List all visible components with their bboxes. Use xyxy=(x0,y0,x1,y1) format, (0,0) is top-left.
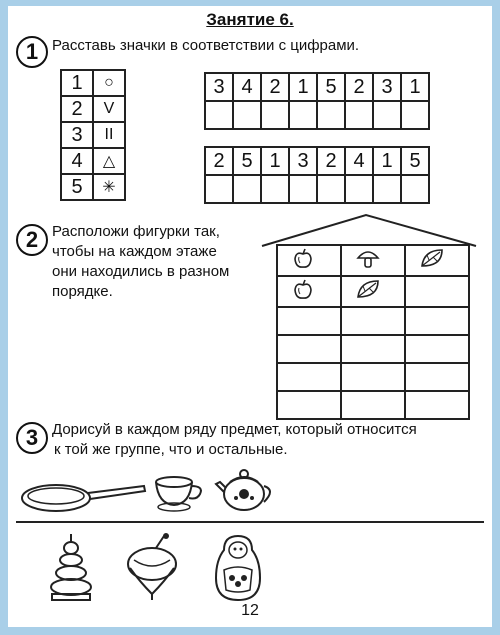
house-cell-empty[interactable] xyxy=(277,307,341,335)
task2-text xyxy=(52,222,229,302)
legend-row xyxy=(61,96,125,122)
task2-line: порядке. xyxy=(52,283,113,300)
house-cell-empty[interactable] xyxy=(341,391,405,419)
grid-answer-row xyxy=(205,101,429,129)
task1-text: Расставь значки в соответствии с цифрами. xyxy=(52,37,360,54)
task2-line: Расположи фигурки так, xyxy=(52,223,220,240)
grid-digit-cell: 1 xyxy=(401,73,429,101)
grid-digit-cell: 5 xyxy=(233,147,261,175)
check-v-icon: V xyxy=(93,96,125,122)
legend-digit: 4 xyxy=(61,148,93,174)
legend-digit: 3 xyxy=(61,122,93,148)
matryoshka-icon xyxy=(210,534,266,604)
grid-answer-cell[interactable] xyxy=(401,101,429,129)
row-divider xyxy=(16,521,484,523)
task-number-1: 1 xyxy=(16,36,48,68)
grid-answer-cell[interactable] xyxy=(233,175,261,203)
grid-answer-cell[interactable] xyxy=(401,175,429,203)
task2-line: они находились в разном xyxy=(52,263,230,280)
circle-icon: ○ xyxy=(93,70,125,96)
grid-answer-cell[interactable] xyxy=(205,175,233,203)
teacup-icon xyxy=(152,474,210,514)
house-cell-empty[interactable] xyxy=(341,307,405,335)
house-floor xyxy=(277,307,469,335)
grid-digit-cell: 5 xyxy=(401,147,429,175)
star-cross-icon: ✳ xyxy=(93,174,125,200)
task-number-3: 3 xyxy=(16,422,48,454)
house-floor xyxy=(277,363,469,391)
house-cell-empty[interactable] xyxy=(405,307,469,335)
grid-digit-cell: 1 xyxy=(373,147,401,175)
double-bar-icon: II xyxy=(93,122,125,148)
apple-icon xyxy=(278,257,314,274)
grid-digit-cell: 1 xyxy=(289,73,317,101)
house-cell-apple-icon xyxy=(277,245,341,276)
legend-row xyxy=(61,122,125,148)
grid-answer-cell[interactable] xyxy=(233,101,261,129)
teapot-icon xyxy=(214,464,278,518)
house-floor xyxy=(277,276,469,307)
answer-grid-1 xyxy=(204,72,430,130)
grid-answer-row xyxy=(205,175,429,203)
triangle-icon: △ xyxy=(93,148,125,174)
grid-answer-cell[interactable] xyxy=(261,101,289,129)
legend-row xyxy=(61,70,125,96)
grid-answer-cell[interactable] xyxy=(289,101,317,129)
house-cell-empty[interactable] xyxy=(405,391,469,419)
page-number: 12 xyxy=(241,602,259,619)
grid-digit-cell: 2 xyxy=(345,73,373,101)
grid-digit-cell: 2 xyxy=(261,73,289,101)
grid-answer-cell[interactable] xyxy=(317,175,345,203)
spinning-top-icon xyxy=(120,532,190,602)
grid-digit-cell: 2 xyxy=(317,147,345,175)
answer-grid-2 xyxy=(204,146,430,204)
grid-answer-cell[interactable] xyxy=(373,175,401,203)
task3-text xyxy=(52,420,417,460)
house-cell-empty[interactable] xyxy=(341,363,405,391)
grid-digit-cell: 4 xyxy=(345,147,373,175)
house-floor xyxy=(277,391,469,419)
legend-row xyxy=(61,148,125,174)
grid-digit-cell: 2 xyxy=(205,147,233,175)
worksheet-page xyxy=(8,6,492,627)
legend-row xyxy=(61,174,125,200)
grid-answer-cell[interactable] xyxy=(317,101,345,129)
grid-answer-cell[interactable] xyxy=(261,175,289,203)
leaf-icon xyxy=(342,288,382,305)
mushroom-icon xyxy=(342,257,380,274)
house-cell-mushroom-icon xyxy=(341,245,405,276)
task3-line: к той же группе, что и остальные. xyxy=(54,441,288,458)
house-cell-empty[interactable] xyxy=(277,335,341,363)
house-cell-empty[interactable] xyxy=(405,276,469,307)
apple-icon xyxy=(278,288,314,305)
house-cell-empty[interactable] xyxy=(341,335,405,363)
symbol-legend xyxy=(60,69,126,201)
grid-digit-cell: 3 xyxy=(205,73,233,101)
grid-answer-cell[interactable] xyxy=(373,101,401,129)
grid-digit-cell: 1 xyxy=(261,147,289,175)
task2-line: чтобы на каждом этаже xyxy=(52,243,217,260)
grid-answer-cell[interactable] xyxy=(289,175,317,203)
grid-digit-row xyxy=(205,147,429,175)
frying-pan-icon xyxy=(18,478,148,516)
title-text: Занятие 6. xyxy=(206,10,294,29)
legend-digit: 1 xyxy=(61,70,93,96)
grid-answer-cell[interactable] xyxy=(345,101,373,129)
house-roof xyxy=(258,212,482,248)
grid-answer-cell[interactable] xyxy=(345,175,373,203)
legend-digit: 5 xyxy=(61,174,93,200)
grid-answer-cell[interactable] xyxy=(205,101,233,129)
house-floor xyxy=(277,335,469,363)
house-cell-empty[interactable] xyxy=(277,363,341,391)
task3-line: Дорисуй в каждом ряду предмет, который относится xyxy=(52,421,417,438)
grid-digit-cell: 3 xyxy=(373,73,401,101)
grid-digit-cell: 3 xyxy=(289,147,317,175)
grid-digit-row xyxy=(205,73,429,101)
grid-digit-cell: 5 xyxy=(317,73,345,101)
house-cell-empty[interactable] xyxy=(405,363,469,391)
house-floors-table xyxy=(276,244,470,420)
legend-digit: 2 xyxy=(61,96,93,122)
house-cell-empty[interactable] xyxy=(405,335,469,363)
grid-digit-cell: 4 xyxy=(233,73,261,101)
page-title xyxy=(8,10,492,30)
house-cell-empty[interactable] xyxy=(277,391,341,419)
house-floor xyxy=(277,245,469,276)
house-cell-apple-icon xyxy=(277,276,341,307)
pyramid-toy-icon xyxy=(46,532,96,602)
house-cell-leaf-icon xyxy=(405,245,469,276)
task-number-2: 2 xyxy=(16,224,48,256)
house-cell-leaf-icon xyxy=(341,276,405,307)
leaf-icon xyxy=(406,257,446,274)
